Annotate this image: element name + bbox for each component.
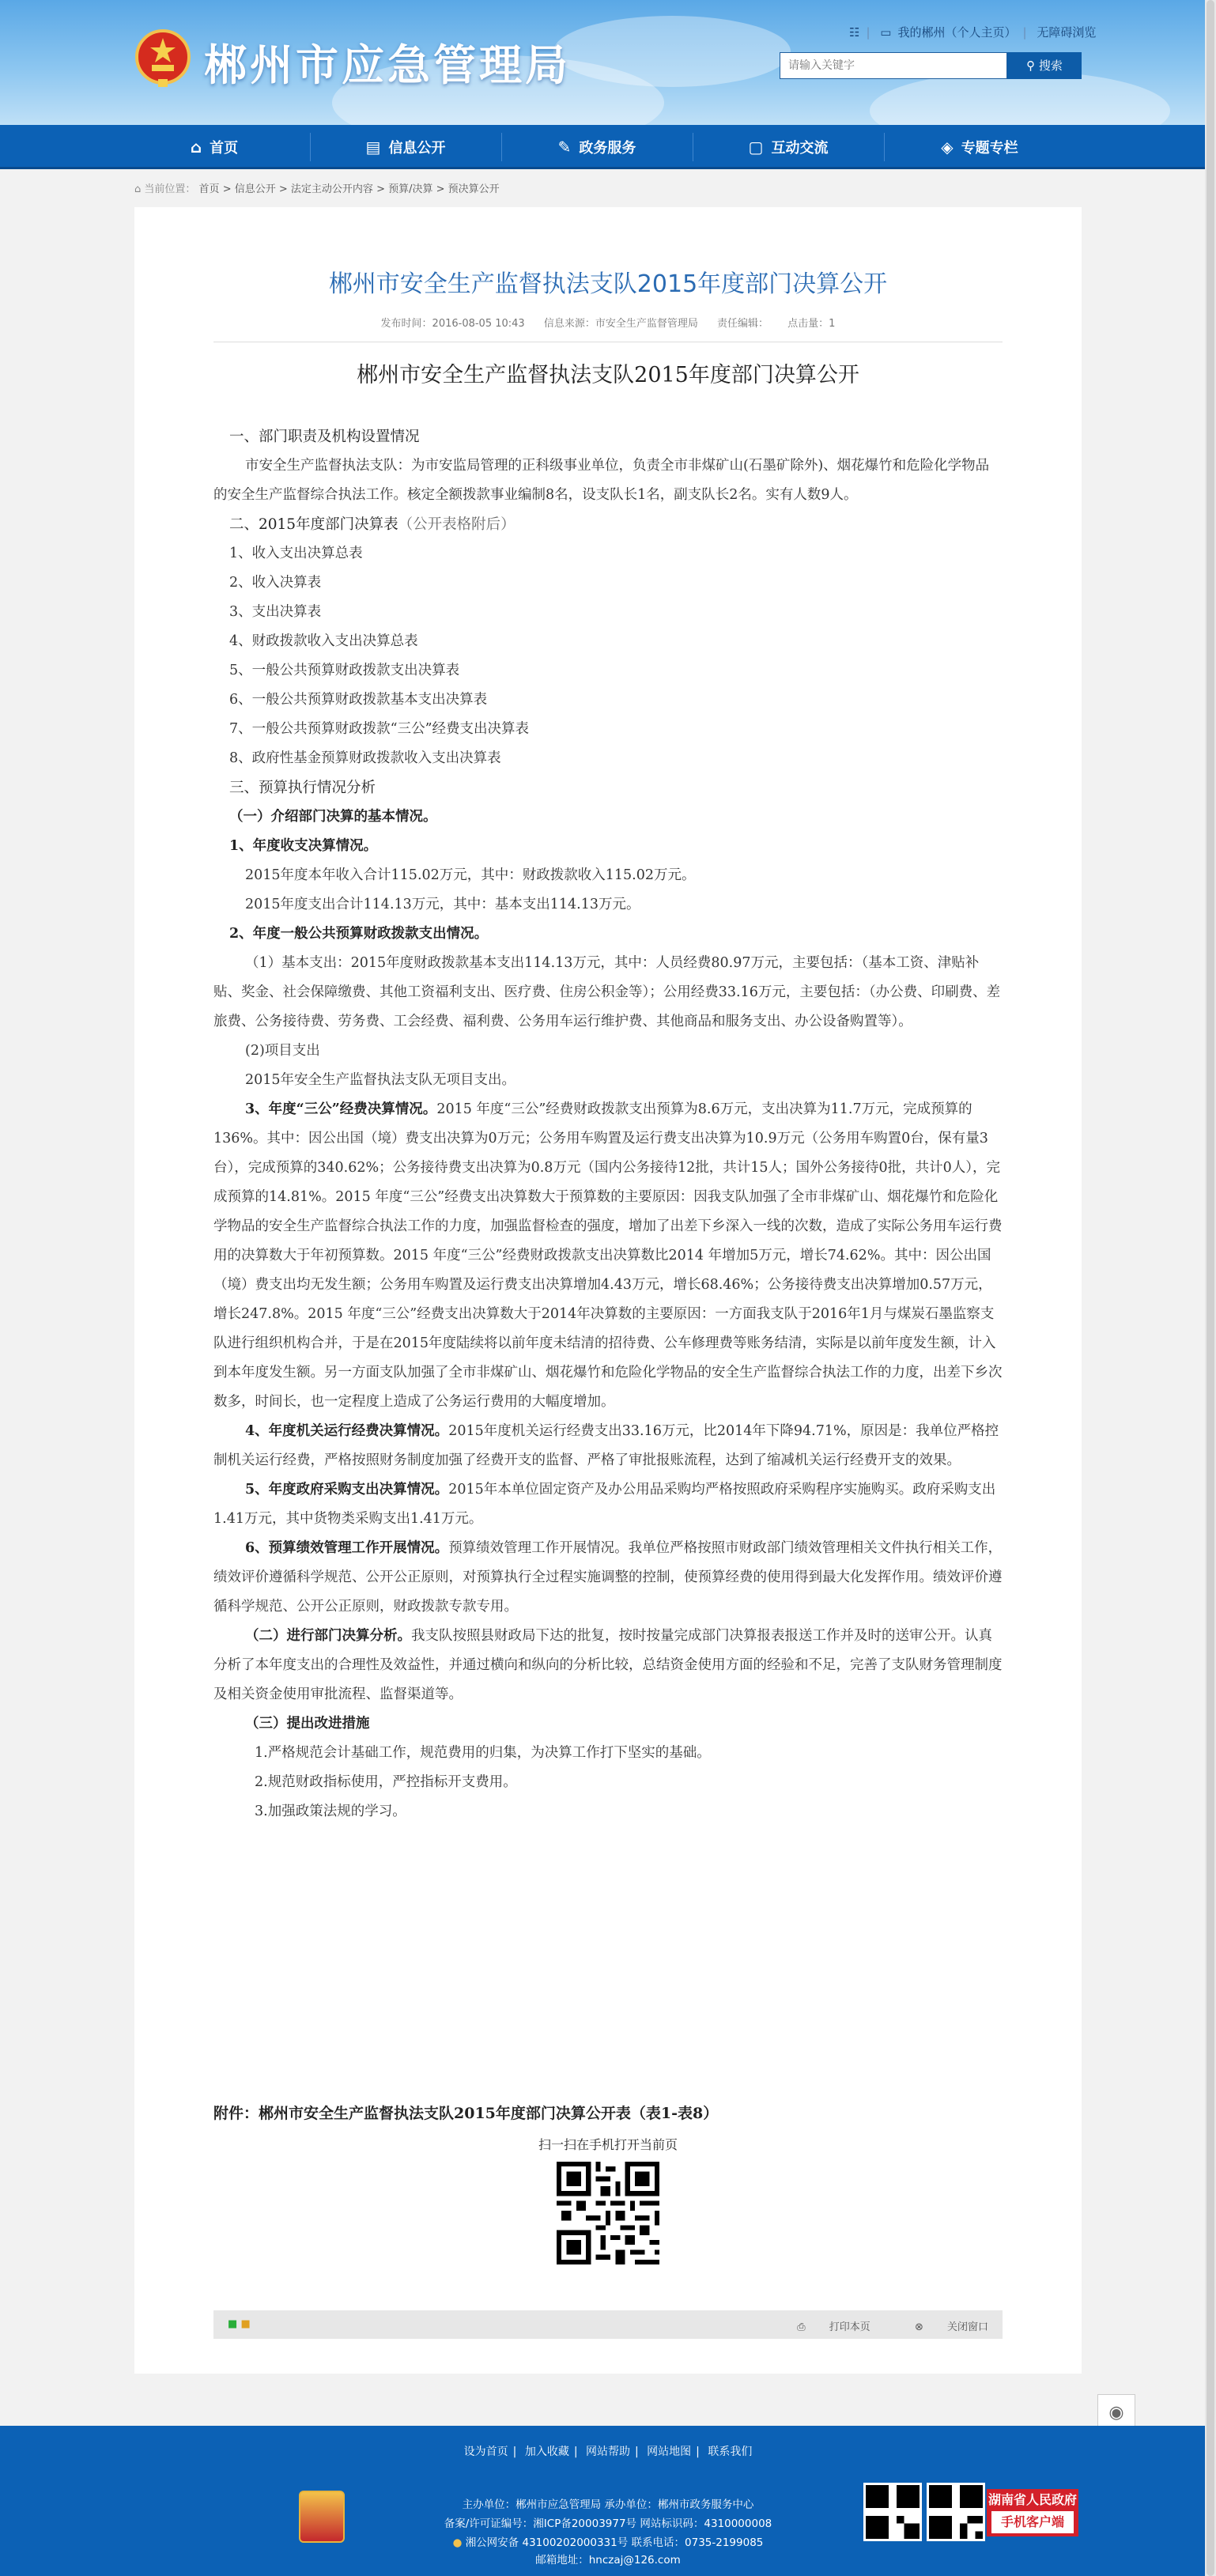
breadcrumb-label: 当前位置： [144, 183, 196, 195]
list-item: 1.严格规范会计基础工作，规范费用的归集，为决算工作打下坚实的基础。 [255, 1745, 711, 1761]
footer-links: 设为首页 | 加入收藏 | 网站帮助 | 网站地图 | 联系我们 [463, 2446, 753, 2458]
breadcrumb-item[interactable]: 预算/决算 [388, 183, 433, 195]
site-header [0, 0, 1216, 125]
list-item: 2、收入决算表 [229, 575, 322, 591]
print-label: 打印本页 [829, 2321, 870, 2333]
printer-icon: ⎙ [797, 2321, 809, 2333]
subsection-heading: （二）进行部门决算分析。 [245, 1628, 411, 1644]
section-heading: 三、预算执行情况分析 [229, 780, 376, 796]
search-icon: ⚲ [1026, 59, 1039, 73]
scrollbar-thumb[interactable] [1207, 0, 1214, 2576]
hunan-gov-app-link[interactable] [987, 2489, 1078, 2536]
item-heading: 6、预算绩效管理工作开展情况。 [245, 1540, 449, 1556]
item-heading: 1、年度收支决算情况。 [229, 838, 378, 854]
toolbar-actions [756, 2318, 988, 2333]
article-source: 信息来源：市安全生产监督管理局 [543, 318, 698, 330]
paragraph: （1）基本支出：2015年度财政拨款基本支出114.13万元，其中：人员经费80.97万元，主要包括：（基本工资、津贴补贴、奖金、社会保障缴费、其他工资福利支出、医疗费、住房公积金等）；公用经费33.16万元，主要包括：（办公费、印刷费、差旅费、公务接待费、劳务费、工会经费、福利费、公务用车运行维护费、其他商品和服务支出、办公设备购置等）。 [213, 955, 1001, 1029]
paragraph-text: 预算绩效管理工作开展情况。我单位严格按照市财政部门绩效管理相关文件执行相关工作，绩效评价遵循科学规范、公开公正原则，对预算执行全过程实施调整的控制，使预算经费的使用得到最大化发挥作用。绩效评价遵循科学规范、公开公正原则，财政拨款专款专用。 [213, 1540, 1003, 1615]
breadcrumb-separator: > [432, 183, 448, 195]
breadcrumb-separator: > [275, 183, 291, 195]
breadcrumb-item[interactable]: 首页 [198, 183, 220, 195]
breadcrumb-item[interactable]: 信息公开 [234, 183, 276, 195]
accessibility-link[interactable]: 无障碍浏览 [1037, 25, 1097, 40]
item-heading: 2、年度一般公共预算财政拨款支出情况。 [229, 926, 489, 942]
my-page-icon: ▭ [880, 25, 892, 40]
footer-link[interactable]: 加入收藏 [524, 2446, 569, 2458]
breadcrumb-item[interactable]: 预决算公开 [448, 183, 500, 195]
footer-link[interactable]: 网站地图 [647, 2446, 692, 2458]
list-item: 4、财政拨款收入支出决算总表 [229, 633, 418, 649]
article-meta [134, 315, 1082, 330]
qr-code-image [553, 2159, 663, 2268]
document-icon: ▤ [365, 138, 381, 157]
footer-link[interactable]: 设为首页 [463, 2446, 508, 2458]
close-window-button[interactable] [894, 2321, 988, 2333]
paragraph: 市安全生产监督执法支队：为市安监局管理的正科级事业单位，负责全市非煤矿山(石墨矿除外)、烟花爆竹和危险化学物品的安全生产监督综合执法工作。核定全额拨款事业编制8名，设支队长1名，副支队长2名。实有人数9人。 [213, 458, 990, 503]
paragraph-text: 2015 年度“三公”经费财政拨款支出预算为8.6万元，支出决算为11.7万元，完成预算的136%。其中：因公出国（境）费支出决算为0万元；公务用车购置及运行费支出决算为10.9万元（公务用车购置0台，保有量3台），完成预算的340.62%；公务接待费支出决算为0.8万元（国内公务接待12批，共计15人；国外公务接待0批，共计0人），完成预算的14.81%。2015 年度“三公”经费支出决算数大于预算数的主要原因：因我支队加强了全市非煤矿山、烟花爆竹和危险化学物品的安全生产监督综合执法工作的力度，加强监督检查的强度，增加了出差下乡深入一线的次数，造成了实际公务用车运行费用的决算数大于年初预算数。2015 年度“三公”经费财政拨款支出决算数比2014 年增加5万元，增长74.62%。其中：因公出国（境）费支出均无发生额；公务用车购置及运行费支出决算增加4.43万元，增长68.46%；公务接待费支出决算增加0.57万元，增长247.8%。2015 年度“三公”经费支出决算数大于2014年决算数的主要原因：一方面我支队于2016年1月与煤炭石墨监察支队进行组织机构合并，于是在2015年度陆续将以前年度未结清的招待费、公车修理费等账务结清，实际是以前年度发生额，计入到本年度发生额。另一方面支队加强了全市非煤矿山、烟花爆竹和危险化学物品的安全生产监督综合执法工作的力度，出差下乡次数多，时间长，也一定程度上造成了公务运行费用的大幅度增加。 [213, 1101, 1003, 1410]
national-emblem-icon [134, 27, 191, 89]
list-item: 8、政府性基金预算财政拨款收入支出决算表 [229, 750, 501, 766]
close-icon: ⊗ [914, 2321, 927, 2333]
search-input[interactable] [780, 52, 1007, 79]
search-button-label: 搜索 [1038, 59, 1063, 73]
wechat-icon: ◉ [1108, 2403, 1124, 2423]
item-heading: 4、年度机关运行经费决算情况。 [245, 1423, 449, 1439]
breadcrumb [134, 180, 500, 195]
chat-icon: ▢ [748, 138, 764, 157]
paragraph [213, 1475, 1003, 1534]
footer-police-text: 湘公网安备 43100202000331号 联系电话：0735-2199085 [465, 2536, 764, 2549]
paragraph: (2)项目支出 [245, 1043, 320, 1059]
cloud-decoration [553, 16, 791, 87]
wechat-qr-image [863, 2483, 922, 2541]
click-count: 点击量：1 [787, 318, 836, 330]
nav-label: 政务服务 [579, 140, 636, 157]
article-editor: 责任编辑： [717, 318, 769, 330]
main-nav [0, 125, 1216, 169]
paragraph-text: 2015年本单位固定资产及办公用品采购均严格按照政府采购程序实施购买。政府采购支出1.41万元，其中货物类采购支出1.41万元。 [213, 1482, 996, 1527]
police-badge-icon: ● [452, 2536, 466, 2549]
list-item: 3.加强政策法规的学习。 [255, 1804, 406, 1819]
site-footer [0, 2426, 1216, 2576]
heading-text: 二、2015年度部门决算表 [229, 516, 398, 533]
list-item: 6、一般公共预算财政拨款基本支出决算表 [229, 692, 488, 708]
article-panel [134, 207, 1082, 2374]
barrier-free-icon[interactable]: ☷ [849, 25, 860, 40]
list-item: 1、收入支出决算总表 [229, 546, 363, 561]
footer-link[interactable]: 联系我们 [708, 2446, 753, 2458]
gov-line1: 湖南省人民政府 [988, 2492, 1077, 2507]
item-heading: 5、年度政府采购支出决算情况。 [245, 1482, 449, 1498]
paragraph-text: 我支队按照县财政局下达的批复，按时按量完成部门决算报表报送工作并及时的送审公开。认真分析了本年度支出的合理性及效益性，并通过横向和纵向的分析比较，总结资金使用方面的经验和不足，完善了支队财务管理制度及相关资金使用审批流程、监督渠道等。 [213, 1628, 1003, 1702]
home-icon: ⌂ [190, 138, 202, 157]
nav-label: 首页 [210, 140, 239, 157]
paragraph [213, 1534, 1003, 1622]
paragraph: 2015年度本年收入合计115.02万元，其中：财政拨款收入115.02万元。 [245, 867, 696, 883]
close-label: 关闭窗口 [946, 2321, 988, 2333]
footer-icp: 备案/许可证编号：湘ICP备20003977号 网站标识码：4310000008 [444, 2517, 772, 2530]
breadcrumb-separator: > [372, 183, 389, 195]
site-title[interactable]: 郴州市应急管理局 [204, 40, 571, 90]
breadcrumb-item[interactable]: 法定主动公开内容 [290, 183, 373, 195]
document-title: 郴州市安全生产监督执法支队2015年度部门决算公开 [357, 363, 859, 387]
paragraph [213, 1095, 1003, 1417]
footer-link[interactable]: 网站帮助 [586, 2446, 630, 2458]
my-page-link[interactable]: 我的郴州（个人主页） [897, 25, 1017, 40]
share-icons [228, 2318, 251, 2330]
section-heading [213, 510, 1003, 539]
heading-note: （公开表格附后） [398, 516, 515, 533]
app-qr-image [927, 2483, 985, 2541]
article-title: 郴州市安全生产监督执法支队2015年度部门决算公开 [328, 270, 888, 298]
attachment-link[interactable]: 附件：郴州市安全生产监督执法支队2015年度部门决算公开表（表1-表8） [213, 2105, 719, 2122]
nav-info-disclosure[interactable] [310, 125, 501, 169]
article-toolbar [213, 2310, 1003, 2339]
scan-caption: 扫一扫在手机打开当前页 [538, 2137, 678, 2152]
home-icon: ⌂ [134, 183, 145, 195]
footer-sponsor: 主办单位：郴州市应急管理局 承办单位：郴州市政务服务中心 [462, 2499, 754, 2511]
list-item: 2.规范财政指标使用，严控指标开支费用。 [255, 1774, 517, 1790]
gov-line2: 手机客户端 [991, 2511, 1074, 2533]
footer-email: 邮箱地址：hnczaj@126.com [535, 2554, 681, 2567]
article-body [213, 422, 1003, 1826]
nav-gov-services[interactable] [501, 125, 693, 169]
list-item: 5、一般公共预算财政拨款支出决算表 [229, 663, 460, 678]
subsection-heading: （一）介绍部门决算的基本情况。 [229, 809, 437, 825]
item-heading: 3、年度“三公”经费决算情况。 [245, 1101, 437, 1117]
paragraph-text: 2015年度机关运行经费支出33.16万元，比2014年下降94.71%，原因是：我单位严格控制机关运行经费，严格按照财务制度加强了经费开支的监督、严格了审批报账流程，达到了缩减机关运行经费开支的效果。 [213, 1423, 999, 1468]
paragraph: 2015年度支出合计114.13万元，其中：基本支出114.13万元。 [245, 897, 640, 912]
weibo-share-icon[interactable]: ■ [240, 2318, 251, 2330]
breadcrumb-separator: > [219, 183, 235, 195]
search-button[interactable] [1007, 52, 1082, 79]
top-links: ☷ | ▭ 我的郴州（个人主页） | 无障碍浏览 [849, 25, 1097, 40]
list-item: 3、支出决算表 [229, 604, 322, 620]
paragraph: 2015年安全生产监督执法支队无项目支出。 [245, 1072, 516, 1088]
subsection-heading: （三）提出改进措施 [245, 1716, 370, 1732]
search-bar [780, 52, 1082, 79]
print-button[interactable] [776, 2321, 870, 2333]
nav-label: 专题专栏 [961, 140, 1018, 157]
scrollbar[interactable] [1205, 0, 1216, 2576]
section-heading: 一、部门职责及机构设置情况 [229, 429, 420, 445]
nav-home[interactable] [119, 125, 310, 169]
publish-time: 发布时间：2016-08-05 10:43 [380, 318, 525, 330]
cloud-decoration [870, 71, 1170, 125]
layers-icon: ◈ [941, 138, 954, 157]
paragraph [213, 1622, 1003, 1709]
edit-icon: ✎ [557, 138, 572, 157]
nav-label: 信息公开 [388, 140, 446, 157]
nav-interaction[interactable] [693, 125, 884, 169]
nav-special-topics[interactable] [884, 125, 1075, 169]
list-item: 7、一般公共预算财政拨款“三公”经费支出决算表 [229, 721, 530, 737]
paragraph [213, 1417, 1003, 1475]
wechat-share-icon[interactable]: ■ [228, 2318, 238, 2330]
nav-label: 互动交流 [771, 140, 829, 157]
